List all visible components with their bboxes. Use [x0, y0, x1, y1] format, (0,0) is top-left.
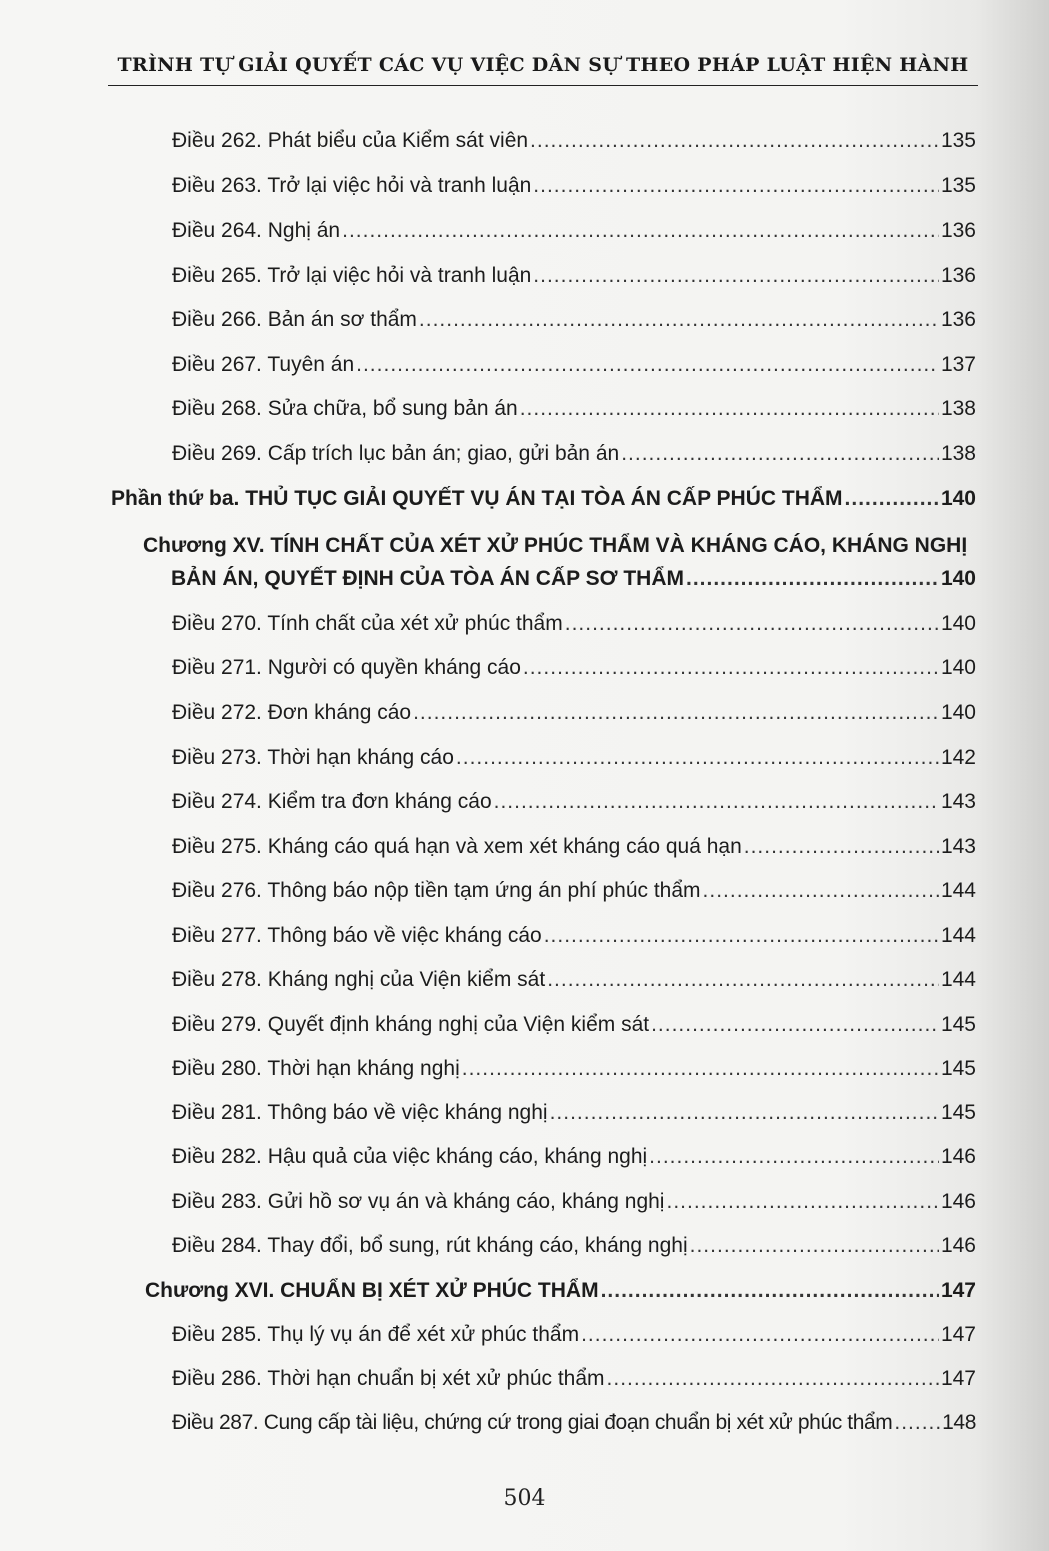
toc-entry-page: 138 — [940, 442, 976, 465]
toc-entry-page: 147 — [940, 1323, 976, 1346]
toc-part-title: Phần thứ ba. THỦ TỤC GIẢI QUYẾT VỤ ÁN TẠI TÒA ÁN CẤP PHÚC THẨM — [111, 487, 843, 510]
toc-entry — [172, 1142, 976, 1172]
dot-leader — [419, 305, 939, 335]
toc-part-heading — [111, 484, 976, 514]
toc-entry-page: 145 — [940, 1013, 976, 1036]
toc-entry-page: 145 — [940, 1101, 976, 1124]
toc-entry-title: Điều 282. Hậu quả của việc kháng cáo, kháng nghị — [172, 1145, 648, 1168]
toc-entry-title: Điều 271. Người có quyền kháng cáo — [172, 656, 521, 679]
dot-leader — [649, 1142, 939, 1172]
toc-chapter-title: Chương XVI. CHUẨN BỊ XÉT XỬ PHÚC THẨM — [145, 1279, 599, 1302]
dot-leader — [494, 787, 939, 817]
toc-entry-page: 135 — [940, 129, 976, 152]
toc-entry — [172, 350, 976, 380]
toc-entry-page: 143 — [940, 790, 976, 813]
toc-entry — [172, 1364, 976, 1394]
toc-entry-title: Điều 265. Trở lại việc hỏi và tranh luận — [172, 264, 532, 287]
toc-entry-title: Điều 267. Tuyên án — [172, 353, 355, 376]
toc-chapter-title: BẢN ÁN, QUYẾT ĐỊNH CỦA TÒA ÁN CẤP SƠ THẨM — [171, 567, 684, 590]
dot-leader — [550, 1098, 939, 1128]
dot-leader — [651, 1010, 939, 1040]
toc-entry-title: Điều 273. Thời hạn kháng cáo — [172, 746, 454, 769]
toc-entry — [172, 965, 976, 995]
toc-entry — [172, 1231, 976, 1261]
toc-entry — [172, 171, 976, 201]
toc-entry-page: 145 — [940, 1057, 976, 1080]
toc-chapter-heading — [145, 1276, 976, 1306]
toc-entry-title: Điều 275. Kháng cáo quá hạn và xem xét kháng cáo quá hạn — [172, 835, 742, 858]
toc-entry-page: 146 — [940, 1190, 976, 1213]
toc-entry-title: Điều 277. Thông báo về việc kháng cáo — [172, 924, 542, 947]
toc-entry — [172, 216, 976, 246]
header-rule — [108, 85, 978, 86]
toc-entry — [172, 1010, 976, 1040]
toc-entry-title: Điều 283. Gửi hồ sơ vụ án và kháng cáo, kháng nghị — [172, 1190, 665, 1213]
toc-entry-title: Điều 281. Thông báo về việc kháng nghị — [172, 1101, 548, 1124]
dot-leader — [686, 564, 939, 594]
toc-entry — [172, 787, 976, 817]
toc-entry — [172, 921, 976, 951]
toc-entry-page: 135 — [940, 174, 976, 197]
toc-entry-title: Điều 279. Quyết định kháng nghị của Viện kiểm sát — [172, 1013, 650, 1036]
dot-leader — [533, 171, 939, 201]
toc-entry — [172, 832, 976, 862]
dot-leader — [462, 1054, 939, 1084]
dot-leader — [845, 484, 939, 514]
toc-entry — [172, 698, 976, 728]
toc-entry-page: 136 — [940, 308, 976, 331]
toc-entry-page: 142 — [940, 746, 976, 769]
toc-entry-page: 143 — [940, 835, 976, 858]
dot-leader — [413, 698, 939, 728]
toc-entry-title: Điều 266. Bản án sơ thẩm — [172, 308, 417, 331]
toc-entry-title: Điều 274. Kiểm tra đơn kháng cáo — [172, 790, 492, 813]
toc-entry-title: Điều 268. Sửa chữa, bổ sung bản án — [172, 397, 518, 420]
toc-entry-title: Điều 272. Đơn kháng cáo — [172, 701, 412, 724]
toc-entry-page: 137 — [940, 353, 976, 376]
toc-entry-title: Điều 263. Trở lại việc hỏi và tranh luận — [172, 174, 532, 197]
toc-entry-title: Điều 262. Phát biểu của Kiểm sát viên — [172, 129, 529, 152]
toc-entry — [172, 394, 976, 424]
toc-entry-page: 146 — [940, 1145, 976, 1168]
dot-leader — [356, 350, 939, 380]
toc-entry — [172, 439, 976, 469]
page-number: 504 — [503, 1486, 546, 1511]
toc-entry — [172, 1098, 976, 1128]
toc-entry-page: 148 — [942, 1411, 976, 1434]
dot-leader — [342, 216, 939, 246]
toc-entry-title: Điều 264. Nghị án — [172, 219, 341, 242]
toc-chapter-page: 140 — [940, 567, 976, 590]
toc-chapter-heading — [171, 564, 976, 594]
toc-entry-page: 146 — [940, 1234, 976, 1257]
toc-entry-title: Điều 280. Thời hạn kháng nghị — [172, 1057, 460, 1080]
running-header: TRÌNH TỰ GIẢI QUYẾT CÁC VỤ VIỆC DÂN SỰ THEO PHÁP LUẬT HIỆN HÀNH — [117, 54, 969, 76]
dot-leader — [456, 743, 939, 773]
toc-entry-title: Điều 285. Thụ lý vụ án để xét xử phúc thẩm — [172, 1323, 580, 1346]
dot-leader — [666, 1187, 938, 1217]
toc-chapter-page: 147 — [940, 1279, 976, 1302]
toc-entry-page: 138 — [940, 397, 976, 420]
toc-entry-page: 140 — [940, 612, 976, 635]
toc-entry — [172, 1054, 976, 1084]
dot-leader — [544, 921, 939, 951]
toc-entry — [172, 743, 976, 773]
toc-entry-page: 140 — [940, 656, 976, 679]
toc-entry-title: Điều 270. Tính chất của xét xử phúc thẩm — [172, 612, 563, 635]
toc-entry — [172, 653, 976, 683]
toc-entry-title: Điều 269. Cấp trích lục bản án; giao, gửi bản án — [172, 442, 620, 465]
dot-leader — [601, 1276, 939, 1306]
dot-leader — [607, 1364, 939, 1394]
toc-entry-page: 136 — [940, 264, 976, 287]
dot-leader — [703, 876, 939, 906]
dot-leader — [621, 439, 939, 469]
dot-leader — [581, 1320, 939, 1350]
toc-entry-title: Điều 276. Thông báo nộp tiền tạm ứng án phí phúc thẩm — [172, 879, 701, 902]
toc-entry — [172, 126, 976, 156]
toc-entry — [172, 876, 976, 906]
toc-entry-page: 144 — [940, 968, 976, 991]
toc-entry-page: 140 — [940, 701, 976, 724]
toc-entry — [172, 261, 976, 291]
dot-leader — [533, 261, 939, 291]
toc-part-page: 140 — [940, 487, 976, 510]
toc-entry — [172, 305, 976, 335]
dot-leader — [744, 832, 939, 862]
toc-entry — [172, 1187, 976, 1217]
toc-chapter-heading-line1: Chương XV. TÍNH CHẤT CỦA XÉT XỬ PHÚC THẨM VÀ KHÁNG CÁO, KHÁNG NGHỊ — [143, 534, 968, 557]
dot-leader — [565, 609, 939, 639]
dot-leader — [523, 653, 939, 683]
toc-entry-page: 136 — [940, 219, 976, 242]
toc-entry-title: Điều 278. Kháng nghị của Viện kiểm sát — [172, 968, 546, 991]
dot-leader — [894, 1408, 940, 1438]
toc-entry-page: 147 — [940, 1367, 976, 1390]
dot-leader — [690, 1231, 939, 1261]
toc-entry-title: Điều 287. Cung cấp tài liệu, chứng cứ trong giai đoạn chuẩn bị xét xử phúc thẩm — [172, 1411, 893, 1434]
dot-leader — [530, 126, 939, 156]
toc-entry-page: 144 — [940, 924, 976, 947]
toc-entry-page: 144 — [940, 879, 976, 902]
dot-leader — [547, 965, 939, 995]
toc-entry-title: Điều 284. Thay đổi, bổ sung, rút kháng cáo, kháng nghị — [172, 1234, 688, 1257]
toc-entry — [172, 1320, 976, 1350]
toc-entry-title: Điều 286. Thời hạn chuẩn bị xét xử phúc thẩm — [172, 1367, 605, 1390]
toc-entry — [172, 609, 976, 639]
dot-leader — [520, 394, 939, 424]
toc-entry — [172, 1408, 976, 1438]
